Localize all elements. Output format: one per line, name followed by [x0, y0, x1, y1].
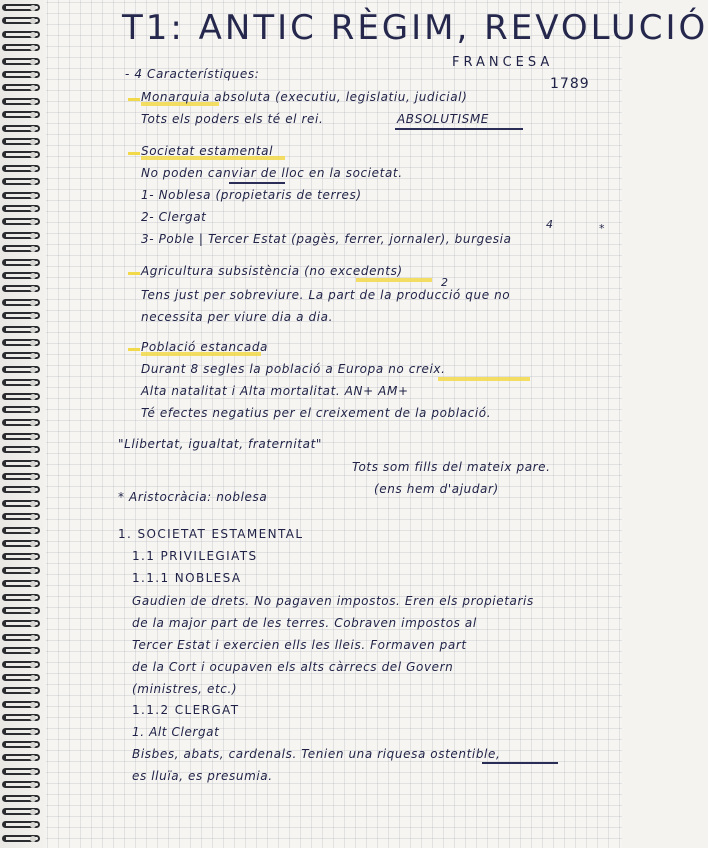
- binding-hole: [30, 461, 36, 467]
- binding-hole: [30, 72, 36, 78]
- section-heading: 1. SOCIETAT ESTAMENTAL: [118, 527, 304, 541]
- binding-hole: [30, 501, 36, 507]
- binding-hole: [30, 568, 36, 574]
- line-third-estate-star: *: [599, 222, 606, 235]
- binding-hole: [30, 434, 36, 440]
- binding-hole: [30, 260, 36, 266]
- title-year: 1789: [550, 76, 590, 92]
- line-day-by-day: necessita per viure dia a dia.: [141, 310, 334, 324]
- line-rights: Gaudien de drets. No pagaven impostos. Eren els propietaris: [132, 594, 534, 608]
- highlight-dash: [128, 348, 140, 351]
- line-high-clergy: 1. Alt Clergat: [132, 725, 220, 739]
- line-lands: de la major part de les terres. Cobraven impostos al: [132, 616, 477, 630]
- underline-mark: [229, 182, 285, 184]
- binding-hole: [30, 206, 36, 212]
- line-no-change: No poden canviar de lloc en la societat.: [141, 166, 403, 180]
- subsubsection-heading: 1.1.2 CLERGAT: [132, 703, 240, 717]
- line-absolutism: ABSOLUTISME: [397, 112, 489, 126]
- line-third-estate: 3- Poble | Tercer Estat (pagès, ferrer, jornaler), burgesia: [141, 232, 512, 246]
- subsection-heading: 1.1 PRIVILEGIATS: [132, 549, 258, 563]
- binding-hole: [30, 273, 36, 279]
- binding-hole: [30, 233, 36, 239]
- line-same-father: Tots som fills del mateix pare.: [352, 460, 551, 474]
- binding-hole: [30, 5, 36, 11]
- highlight-mark: [356, 278, 432, 282]
- line-bishops: Bisbes, abats, cardenals. Tenien una riquesa ostentible,: [132, 747, 501, 761]
- line-natality: Alta natalitat i Alta mortalitat. AN+ AM+: [141, 384, 409, 398]
- binding-hole: [30, 528, 36, 534]
- line-population: Població estancada: [141, 340, 268, 354]
- binding-hole: [30, 394, 36, 400]
- binding-hole: [30, 635, 36, 641]
- highlight-dash: [128, 272, 140, 275]
- binding-hole: [30, 327, 36, 333]
- binding-hole: [30, 340, 36, 346]
- binding-hole: [30, 836, 36, 842]
- line-court: de la Cort i ocupaven els alts càrrecs del Govern: [132, 660, 454, 674]
- underline-mark: [395, 128, 523, 130]
- binding-hole: [30, 769, 36, 775]
- binding-hole: [30, 608, 36, 614]
- line-nobility: 1- Noblesa (propietaris de terres): [141, 188, 362, 202]
- line-monarchy: Monarquia absoluta (executiu, legislatiu, judicial): [141, 90, 468, 104]
- line-society: Societat estamental: [141, 144, 274, 158]
- binding-hole: [30, 474, 36, 480]
- subsubsection-heading: 1.1.1 NOBLESA: [132, 571, 242, 585]
- binding-hole: [30, 595, 36, 601]
- line-characteristics: - 4 Característiques:: [125, 67, 260, 81]
- line-negative-effects: Té efectes negatius per el creixement de la població.: [141, 406, 492, 420]
- binding-hole: [30, 702, 36, 708]
- line-aristocracy: * Aristocràcia: noblesa: [118, 490, 268, 504]
- binding-hole: [30, 675, 36, 681]
- line-shown-off: es lluïa, es presumia.: [132, 769, 273, 783]
- line-laws: Tercer Estat i exercien ells les lleis. Formaven part: [132, 638, 467, 652]
- binding-hole: [30, 742, 36, 748]
- binding-hole: [30, 166, 36, 172]
- line-agriculture: Agricultura subsistència (no excedents): [141, 264, 403, 278]
- line-ministers: (ministres, etc.): [132, 682, 238, 696]
- highlight-dash: [128, 98, 140, 101]
- spiral-binding: [0, 0, 46, 848]
- binding-hole: [30, 193, 36, 199]
- line-powers: Tots els poders els té el rei.: [141, 112, 324, 126]
- binding-hole: [30, 662, 36, 668]
- binding-hole: [30, 729, 36, 735]
- binding-hole: [30, 796, 36, 802]
- binding-hole: [30, 139, 36, 145]
- title-subtitle: FRANCESA: [452, 55, 554, 70]
- binding-hole: [30, 300, 36, 306]
- page-title: T1: ANTIC RÈGIM, REVOLUCIÓ: [122, 8, 708, 48]
- binding-hole: [30, 126, 36, 132]
- highlight-mark: [438, 377, 530, 381]
- line-clergy: 2- Clergat: [141, 210, 207, 224]
- binding-hole: [30, 541, 36, 547]
- underline-mark: [482, 762, 558, 764]
- binding-hole: [30, 59, 36, 65]
- line-help-each-other: (ens hem d'ajudar): [374, 482, 499, 496]
- binding-hole: [30, 407, 36, 413]
- line-agriculture-note: 2: [441, 276, 449, 289]
- line-survive: Tens just per sobreviure. La part de la producció que no: [141, 288, 511, 302]
- binding-hole: [30, 32, 36, 38]
- binding-hole: [30, 99, 36, 105]
- highlight-dash: [128, 152, 140, 155]
- line-motto: "Llibertat, igualtat, fraternitat": [118, 437, 322, 451]
- line-third-estate-note: 4: [546, 218, 554, 231]
- binding-hole: [30, 809, 36, 815]
- binding-hole: [30, 367, 36, 373]
- line-centuries: Durant 8 segles la població a Europa no creix.: [141, 362, 446, 376]
